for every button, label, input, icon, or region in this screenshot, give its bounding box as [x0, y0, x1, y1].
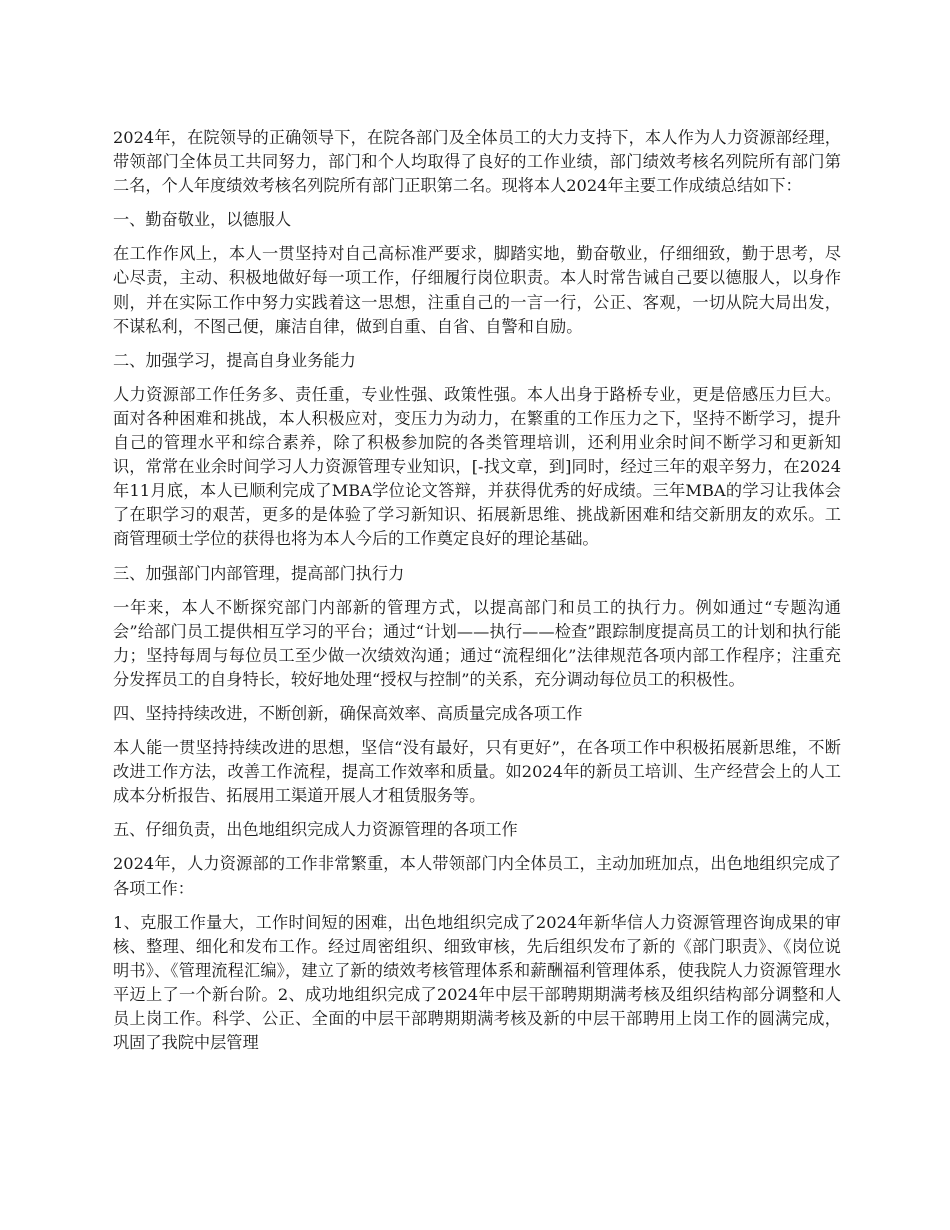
section-heading-1: 一、勤奋敬业，以德服人 — [113, 210, 292, 230]
section-5-items-paragraph: 1、克服工作量大，工作时间短的困难，出色地组织完成了2024年新华信人力资源管理咨询成果的审核、整理、细化和发布工作。经过周密组织、细致审核，先后组织发布了新的《部门职责》、《岗位说明书》、《管理流程汇编》，建立了新的绩效考核管理体系和薪酬福利管理体系，使我院人力资源管理水平迈上了一个新台阶。2、成功地组织完成了2024年中层干部聘期期满考核及组织结构部分调整和人员上岗工作。科学、公正、全面的中层干部聘期期满考核及新的中层干部聘用上岗工作的圆满完成，巩固了我院中层管理 — [113, 912, 841, 1053]
intro-paragraph: 2024年，在院领导的正确领导下，在院各部门及全体员工的大力支持下，本人作为人力资源部经理，带领部门全体员工共同努力，部门和个人均取得了良好的工作业绩，部门绩效考核名列院所有部门第二名，个人年度绩效考核名列院所有部门正职第二名。现将本人2024年主要工作成绩总结如下： — [113, 128, 841, 196]
document-body — [113, 126, 841, 1065]
section-heading-4: 四、坚持持续改进，不断创新，确保高效率、高质量完成各项工作 — [113, 703, 583, 723]
section-1-paragraph: 在工作作风上，本人一贯坚持对自己高标准严要求，脚踏实地，勤奋敬业，仔细细致，勤于思考，尽心尽责，主动、积极地做好每一项工作，仔细履行岗位职责。本人时常告诫自己要以德服人，以身作则，并在实际工作中努力实践着这一思想，注重自己的一言一行，公正、客观，一切从院大局出发，不谋私利，不图己便，廉洁自律，做到自重、自省、自警和自励。 — [113, 244, 841, 336]
section-2-paragraph: 人力资源部工作任务多、责任重，专业性强、政策性强。本人出身于路桥专业，更是倍感压力巨大。面对各种困难和挑战，本人积极应对，变压力为动力，在繁重的工作压力之下，坚持不断学习，提升自己的管理水平和综合素养，除了积极参加院的各类管理培训，还利用业余时间不断学习和更新知识，常常在业余时间学习人力资源管理专业知识，[-找文章，到]同时，经过三年的艰辛努力，在2024年11月底，本人已顺利完成了MBA学位论文答辩，并获得优秀的好成绩。三年MBA的学习让我体会了在职学习的艰苦，更多的是体验了学习新知识、拓展新思维、挑战新困难和结交新朋友的欢乐。工商管理硕士学位的获得也将为本人今后的工作奠定良好的理论基础。 — [113, 384, 841, 549]
section-heading-3: 三、加强部门内部管理，提高部门执行力 — [113, 563, 405, 583]
section-5-intro-paragraph: 2024年，人力资源部的工作非常繁重，本人带领部门内全体员工，主动加班加点，出色地组织完成了各项工作： — [113, 854, 841, 898]
section-3-paragraph: 一年来，本人不断探究部门内部新的管理方式，以提高部门和员工的执行力。例如通过“专题沟通会”给部门员工提供相互学习的平台；通过“计划——执行——检查”跟踪制度提高员工的计划和执行能力；坚持每周与每位员工至少做一次绩效沟通；通过“流程细化”法律规范各项内部工作程序；注重充分发挥员工的自身特长，较好地处理“授权与控制”的关系，充分调动每位员工的积极性。 — [113, 597, 841, 689]
section-heading-5: 五、仔细负责，出色地组织完成人力资源管理的各项工作 — [113, 820, 518, 840]
section-4-paragraph: 本人能一贯坚持持续改进的思想，坚信“没有最好，只有更好”，在各项工作中积极拓展新思维，不断改进工作方法，改善工作流程，提高工作效率和质量。如2024年的新员工培训、生产经营会上的人工成本分析报告、拓展用工渠道开展人才租赁服务等。 — [113, 738, 841, 806]
section-heading-2: 二、加强学习，提高自身业务能力 — [113, 350, 356, 370]
